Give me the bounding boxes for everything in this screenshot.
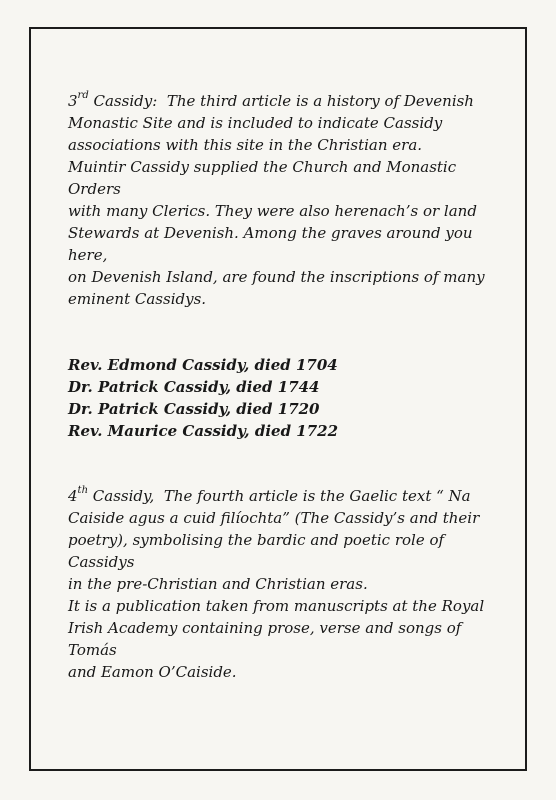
text-line: It is a publication taken from manuscripts at the Royal (68, 597, 485, 615)
ordinal-number: 4 (68, 487, 78, 505)
text-line: poetry), symbolising the bardic and poetic role of Cassidys (68, 531, 445, 571)
heading-name: Cassidy: (93, 92, 158, 110)
ordinal-suffix: th (77, 485, 89, 496)
document-body (68, 90, 508, 683)
heading-name: Cassidy, (92, 487, 155, 505)
text-line: Muintir Cassidy supplied the Church and Monastic Orders (68, 158, 457, 198)
text-line: The third article is a history of Devenish (166, 92, 474, 110)
text-line: and Eamon O’Caiside. (68, 663, 237, 681)
text-line: with many Clerics. They were also herenach’s or land (68, 202, 477, 220)
text-line: in the pre-Christian and Christian eras. (68, 575, 368, 593)
text-line: Stewards at Devenish. Among the graves around you here, (68, 224, 473, 264)
grave-inscriptions-list (68, 354, 508, 442)
list-item: Dr. Patrick Cassidy, died 1744 (68, 378, 320, 396)
ordinal-suffix: rd (77, 90, 89, 101)
spacer (68, 310, 508, 354)
text-line: Monastic Site and is included to indicate Cassidy (68, 114, 443, 132)
text-line: associations with this site in the Christian era. (68, 136, 423, 154)
text-line: Irish Academy containing prose, verse and songs of Tomás (68, 619, 462, 659)
section-third-heading (68, 92, 162, 110)
spacer (68, 442, 508, 485)
section-third-article (68, 90, 508, 310)
list-item: Rev. Maurice Cassidy, died 1722 (68, 422, 339, 440)
section-fourth-heading (68, 487, 159, 505)
list-item: Dr. Patrick Cassidy, died 1720 (68, 400, 320, 418)
section-fourth-article (68, 485, 508, 683)
list-item: Rev. Edmond Cassidy, died 1704 (68, 356, 338, 374)
text-line: The fourth article is the Gaelic text “ Na (163, 487, 471, 505)
text-line: Caiside agus a cuid filíochta” (The Cassidy’s and their (68, 509, 480, 527)
text-line: on Devenish Island, are found the inscriptions of many (68, 268, 485, 286)
text-line: eminent Cassidys. (68, 290, 207, 308)
ordinal-number: 3 (68, 92, 78, 110)
